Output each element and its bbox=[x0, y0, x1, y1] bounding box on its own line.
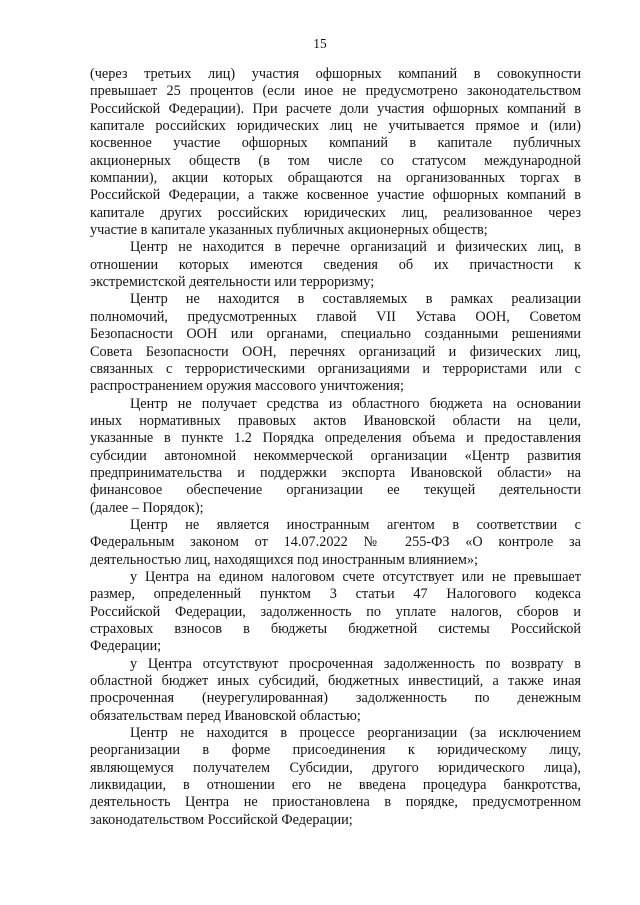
text-line: Федеральным законом от 14.07.2022 № 255-ФЗ «О контроле за bbox=[90, 534, 581, 551]
paragraph bbox=[90, 396, 581, 517]
text-line: являющемуся получателем Субсидии, другого юридического лица), bbox=[90, 759, 581, 776]
text-line: капитале российских юридических лиц не учитывается прямое и (или) bbox=[90, 118, 581, 135]
text-line: областной бюджет иных субсидий, бюджетных инвестиций, а также иная bbox=[90, 673, 581, 690]
text-line: деятельностью лиц, находящихся под иностранным влиянием»; bbox=[90, 551, 478, 568]
text-line: Безопасности ООН или органами, специально созданными решениями bbox=[90, 326, 581, 343]
paragraph bbox=[90, 656, 581, 725]
text-line: реорганизации в форме присоединения к юридическому лицу, bbox=[90, 742, 581, 759]
text-line: Федерации; bbox=[90, 638, 162, 655]
text-line: полномочий, предусмотренных главой VII Устава ООН, Советом bbox=[90, 308, 581, 325]
text-line: капитале других российских юридических лиц, реализованное через bbox=[90, 204, 581, 221]
text-line: предпринимательства и поддержки экспорта Ивановской области» на bbox=[90, 464, 581, 481]
text-line: косвенное участие офшорных компаний в капитале публичных bbox=[90, 135, 581, 152]
text-line: распространением оружия массового уничтожения; bbox=[90, 378, 404, 395]
paragraph bbox=[90, 725, 581, 829]
text-line: Центр не находится в процессе реорганизации (за исключением bbox=[130, 725, 581, 742]
text-line: иных нормативных правовых актов Ивановской области на цели, bbox=[90, 412, 581, 429]
paragraph bbox=[90, 291, 581, 395]
text-line: Центр не находится в составляемых в рамках реализации bbox=[130, 291, 581, 308]
page-number: 15 bbox=[313, 36, 327, 51]
text-line: компании), акции которых обращаются на организованных торгах в bbox=[90, 170, 581, 187]
text-line: Центр не получает средства из областного бюджета на основании bbox=[130, 395, 581, 412]
text-line: ликвидации, в отношении его не введена процедура банкротства, bbox=[90, 777, 581, 794]
text-line: Российской Федерации, а также косвенное участие офшорных компаний в bbox=[90, 187, 581, 204]
text-line: у Центра на едином налоговом счете отсутствует или не превышает bbox=[130, 568, 581, 585]
text-line: деятельность Центра не приостановлена в порядке, предусмотренном bbox=[90, 794, 581, 811]
text-line: превышает 25 процентов (если иное не предусмотрено законодательством bbox=[90, 83, 581, 100]
text-line: субсидии автономной некоммерческой организации «Центр развития bbox=[90, 447, 581, 464]
paragraph bbox=[90, 569, 581, 656]
text-line: Российской Федерации, задолженность по уплате налогов, сборов и bbox=[90, 603, 581, 620]
text-line: акционерных обществ (в том числе со статусом международной bbox=[90, 152, 581, 169]
text-line: финансовое обеспечение организации ее текущей деятельности bbox=[90, 482, 581, 499]
text-line: просроченная (неурегулированная) задолженность по денежным bbox=[90, 690, 581, 707]
text-line: Российской Федерации). При расчете доли участия офшорных компаний в bbox=[90, 100, 581, 117]
text-line: у Центра отсутствуют просроченная задолженность по возврату в bbox=[130, 655, 581, 672]
text-line: обязательствам перед Ивановской областью; bbox=[90, 707, 361, 724]
text-line: отношении которых имеются сведения об их причастности к bbox=[90, 256, 581, 273]
text-line: Центр не находится в перечне организаций и физических лиц, в bbox=[130, 239, 581, 256]
text-line: участие в капитале указанных публичных акционерных обществ; bbox=[90, 222, 488, 239]
text-line: Центр не является иностранным агентом в соответствии с bbox=[130, 516, 581, 533]
paragraph bbox=[90, 517, 581, 569]
text-line: размер, определенный пунктом 3 статьи 47 Налогового кодекса bbox=[90, 586, 581, 603]
document-body bbox=[90, 66, 581, 829]
paragraph bbox=[90, 66, 581, 239]
text-line: указанные в пункте 1.2 Порядка определения объема и предоставления bbox=[90, 430, 581, 447]
text-line: страховых взносов в бюджеты бюджетной системы Российской bbox=[90, 621, 581, 637]
text-line: (через третьих лиц) участия офшорных компаний в совокупности bbox=[90, 66, 581, 82]
text-line: экстремистской деятельности или терроризму; bbox=[90, 274, 375, 291]
text-line: Совета Безопасности ООН, перечнях организаций и физических лиц, bbox=[90, 343, 581, 360]
text-line: законодательством Российской Федерации; bbox=[90, 811, 353, 828]
text-line: (далее – Порядок); bbox=[90, 499, 204, 516]
text-line: связанных с террористическими организациями и террористами или с bbox=[90, 360, 581, 377]
paragraph bbox=[90, 239, 581, 291]
